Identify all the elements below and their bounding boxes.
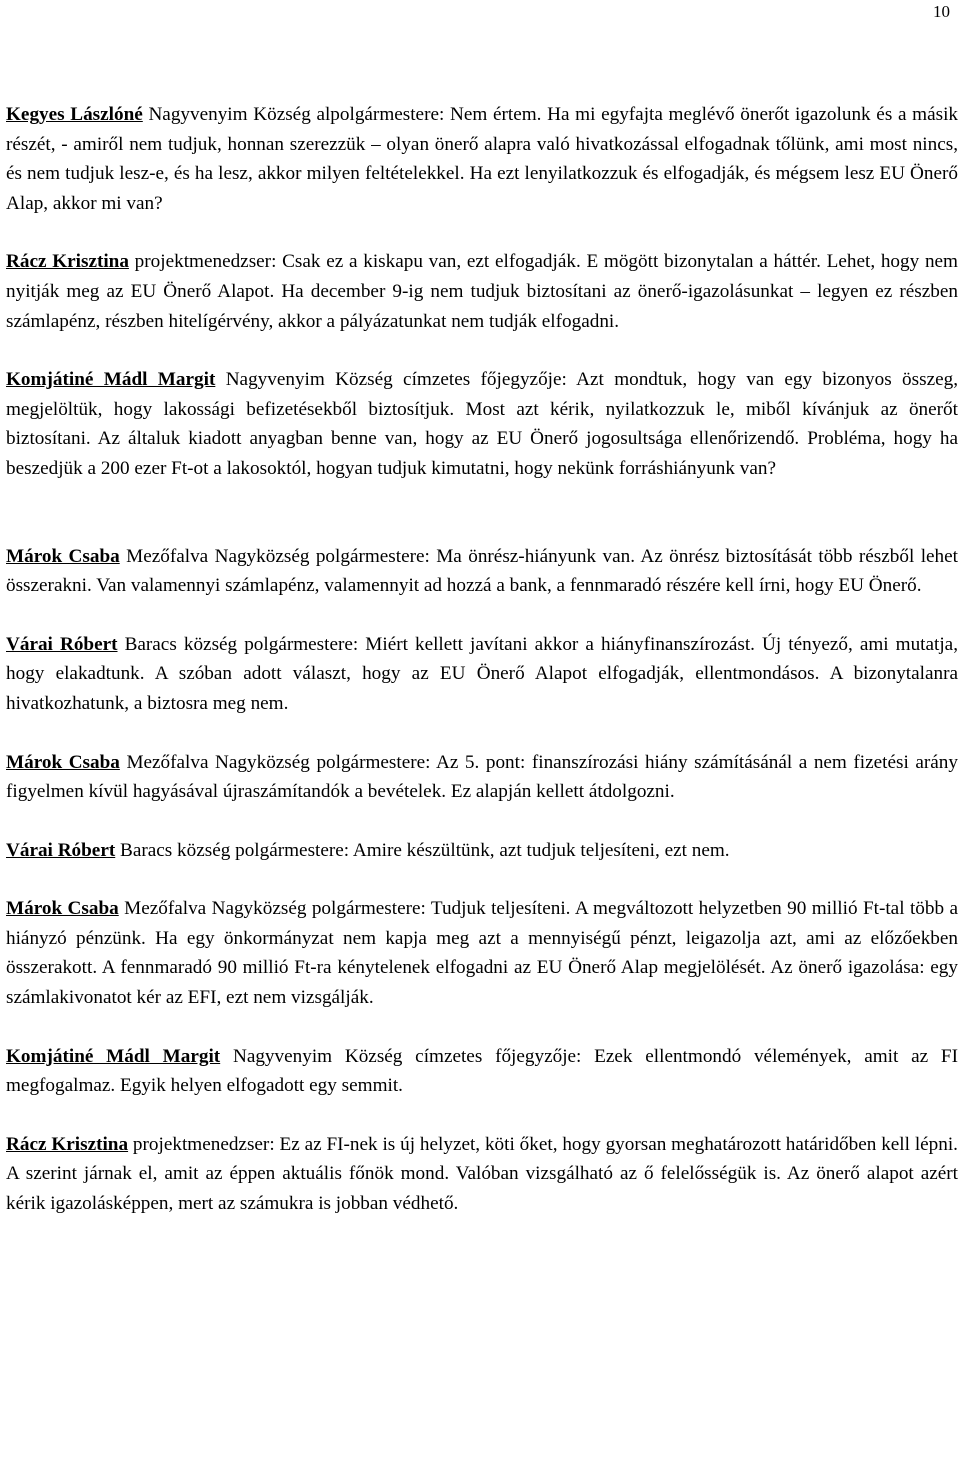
paragraph-racz-krisztina-2: [6, 1130, 958, 1219]
paragraph-text: Nagyvenyim Község címzetes főjegyzője: Ezek ellentmondó vélemények, amit az FI megfogalmaz. Egyik helyen elfogadott egy semmit.: [6, 1045, 958, 1097]
speaker-name: Márok Csaba: [6, 545, 120, 567]
paragraph-varai-robert-1: [6, 630, 958, 719]
paragraph-komjatine-2: [6, 1042, 958, 1101]
speaker-name: Komjátiné Mádl Margit: [6, 1045, 221, 1067]
speaker-name: Várai Róbert: [6, 633, 118, 655]
paragraph-varai-robert-2: [6, 836, 958, 866]
paragraph-marok-csaba-1: [6, 542, 958, 601]
speaker-name: Rácz Krisztina: [6, 1133, 129, 1155]
speaker-name: Márok Csaba: [6, 898, 119, 920]
page-number: 10: [933, 2, 950, 21]
paragraph-racz-krisztina-1: [6, 247, 958, 336]
speaker-name: Komjátiné Mádl Margit: [6, 369, 216, 391]
speaker-name: Márok Csaba: [6, 751, 120, 773]
paragraph-text: Nagyvenyim Község alpolgármestere: Nem értem. Ha mi egyfajta meglévő önerőt igazolunk és a másik részét, - amiről nem tudjuk, honnan szerezzük – olyan önerő alapra való hivatkozással elfogadnak tőlünk, ami most nincs, és nem tudjuk lesz-e, és ha lesz, akkor milyen feltételekkel. Ha ezt lenyilatkozzuk és elfogadják, és mégsem lesz EU Önerő Alap, akkor mi van?: [6, 104, 958, 214]
paragraph-komjatine-1: [6, 365, 958, 483]
speaker-name: Kegyes Lászlóné: [6, 104, 143, 125]
paragraph-text: Mezőfalva Nagyközség polgármestere: Tudjuk teljesíteni. A megváltozott helyzetben 90 millió Ft-tal több a hiányzó pénzünk. Ha egy önkormányzat nem kapja meg azt a mennyiségű pénzt, leigazolja azt, ami az előzőekben összerakott. A fennmaradó 90 millió Ft-ra kénytelenek elfogadni az EU Önerő Alap megjelölését. Az önerő igazolása: egy számlakivonatot kér az EFI, ezt nem vizsgálják.: [6, 898, 958, 1009]
paragraph-text: Mezőfalva Nagyközség polgármestere: Az 5. pont: finanszírozási hiány számításánál a nem fizetési arány figyelmen kívül hagyásával újraszámítandók a bevételek. Ez alapján kellett átdolgozni.: [6, 751, 958, 803]
paragraph-text: projektmenedzser: Csak ez a kiskapu van, ezt elfogadják. E mögött bizonytalan a háttér. Lehet, hogy nem nyitják meg az EU Önerő Alapot. Ha december 9-ig nem tudjuk biztosítani az önerő-igazolásunkat – legyen ez részben számlapénz, részben hitelígérvény, akkor a pályázatunkat nem tudják elfogadni.: [6, 251, 958, 332]
paragraph-text: Baracs község polgármestere: Amire készültünk, azt tudjuk teljesíteni, ezt nem.: [115, 839, 730, 861]
paragraph-marok-csaba-3: [6, 894, 958, 1012]
paragraph-text: Baracs község polgármestere: Miért kellett javítani akkor a hiányfinanszírozást. Új tényező, ami mutatja, hogy elakadtunk. A szóban adott választ, hogy az EU Önerő Alapot elfogadják, ellentmondásos. A bizonytalanra hivatkozhatunk, a biztosra meg nem.: [6, 633, 959, 714]
paragraph-text: Nagyvenyim Község címzetes főjegyzője: Azt mondtuk, hogy van egy bizonyos összeg, megjelöltük, hogy lakossági befizetésekből biztosítjuk. Most azt kérik, nyilatkozzuk le, miből kívánjuk az önerőt biztosítani. Az általuk kiadott anyagban benne van, hogy az EU Önerő jogosultsága ellenőrizendő. Probléma, hogy ha beszedjük a 200 ezer Ft-ot a lakosoktól, hogyan tudjuk kimutatni, hogy nekünk forráshiányunk van?: [6, 369, 958, 479]
paragraph-marok-csaba-2: [6, 748, 958, 807]
speaker-name: Rácz Krisztina: [6, 251, 129, 273]
paragraph-text: Mezőfalva Nagyközség polgármestere: Ma önrész-hiányunk van. Az önrész biztosítását több részből lehet összerakni. Van valamennyi számlapénz, valamennyit ad hozzá a bank, a fennmaradó részére kell írni, hogy EU Önerő.: [6, 545, 958, 597]
document-body: [6, 100, 958, 1248]
paragraph-text: projektmenedzser: Ez az FI-nek is új helyzet, köti őket, hogy gyorsan meghatározott határidőben kell lépni. A szerint járnak el, amit az éppen aktuális főnök mond. Valóban vizsgálható az ő felelősségük is. Az önerő alapot azért kérik igazolásképpen, mert az számukra is jobban védhető.: [6, 1133, 958, 1215]
paragraph-kegyes-laszlone-1: [6, 100, 958, 218]
speaker-name: Várai Róbert: [6, 839, 116, 861]
